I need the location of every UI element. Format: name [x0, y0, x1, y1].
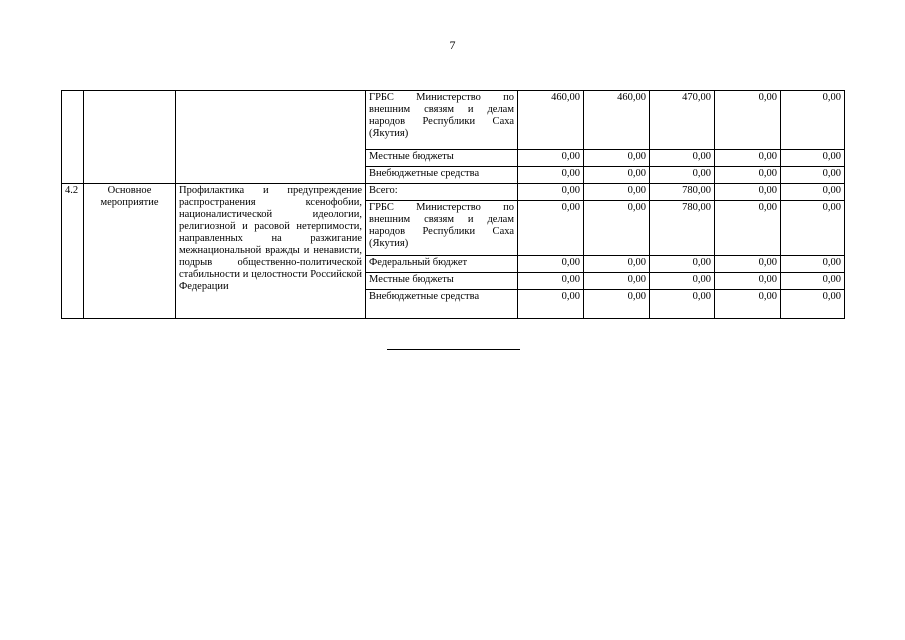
value-cell: 0,00: [781, 184, 845, 201]
number-cell: 4.2: [62, 184, 84, 319]
value-cell: 0,00: [715, 167, 781, 184]
value-cell: 0,00: [650, 290, 715, 319]
value-cell: 0,00: [584, 256, 650, 273]
type-cell: Основное мероприятие: [84, 184, 176, 319]
funding-source-cell: ГРБС Министерство по внешним связям и делам народов Республики Саха (Якутия): [366, 201, 518, 256]
value-cell: 0,00: [518, 273, 584, 290]
budget-table: [61, 90, 845, 319]
value-cell: 0,00: [715, 273, 781, 290]
value-cell: 0,00: [650, 167, 715, 184]
value-cell: 0,00: [715, 290, 781, 319]
value-cell: 0,00: [584, 167, 650, 184]
value-cell: 0,00: [584, 290, 650, 319]
funding-source-cell: Внебюджетные средства: [366, 167, 518, 184]
value-cell: 0,00: [715, 150, 781, 167]
value-cell: 0,00: [584, 273, 650, 290]
value-cell: 0,00: [781, 167, 845, 184]
value-cell: 0,00: [781, 290, 845, 319]
value-cell: 0,00: [650, 256, 715, 273]
value-cell: 0,00: [715, 91, 781, 150]
value-cell: 0,00: [584, 184, 650, 201]
value-cell: 0,00: [781, 256, 845, 273]
value-cell: 0,00: [715, 184, 781, 201]
value-cell: 0,00: [650, 273, 715, 290]
value-cell: 0,00: [584, 150, 650, 167]
value-cell: 0,00: [518, 201, 584, 256]
value-cell: 460,00: [518, 91, 584, 150]
footer-divider: [387, 349, 520, 350]
funding-source-cell: Местные бюджеты: [366, 273, 518, 290]
value-cell: 0,00: [781, 201, 845, 256]
funding-source-cell: Всего:: [366, 184, 518, 201]
value-cell: 0,00: [650, 150, 715, 167]
number-cell: [62, 91, 84, 184]
name-cell: [176, 91, 366, 184]
type-cell: [84, 91, 176, 184]
value-cell: 0,00: [518, 150, 584, 167]
value-cell: 0,00: [518, 290, 584, 319]
page-number: 7: [449, 38, 456, 52]
value-cell: 0,00: [518, 184, 584, 201]
value-cell: 780,00: [650, 201, 715, 256]
value-cell: 0,00: [781, 91, 845, 150]
value-cell: 0,00: [781, 273, 845, 290]
value-cell: 0,00: [715, 201, 781, 256]
table-row: [62, 91, 845, 150]
value-cell: 0,00: [518, 256, 584, 273]
funding-source-cell: Местные бюджеты: [366, 150, 518, 167]
table-row: [62, 184, 845, 201]
value-cell: 0,00: [715, 256, 781, 273]
funding-source-cell: ГРБС Министерство по внешним связям и делам народов Республики Саха (Якутия): [366, 91, 518, 150]
value-cell: 0,00: [781, 150, 845, 167]
funding-source-cell: Внебюджетные средства: [366, 290, 518, 319]
value-cell: 0,00: [584, 201, 650, 256]
value-cell: 470,00: [650, 91, 715, 150]
value-cell: 460,00: [584, 91, 650, 150]
name-cell: Профилактика и предупреждение распространения ксенофобии, националистической идеологии, религиозной и расовой нетерпимости, направленных на разжигание межнациональной вражды и ненависти, подрыв общественно-политической стабильности и целостности Российской Федерации: [176, 184, 366, 319]
funding-source-cell: Федеральный бюджет: [366, 256, 518, 273]
value-cell: 780,00: [650, 184, 715, 201]
value-cell: 0,00: [518, 167, 584, 184]
